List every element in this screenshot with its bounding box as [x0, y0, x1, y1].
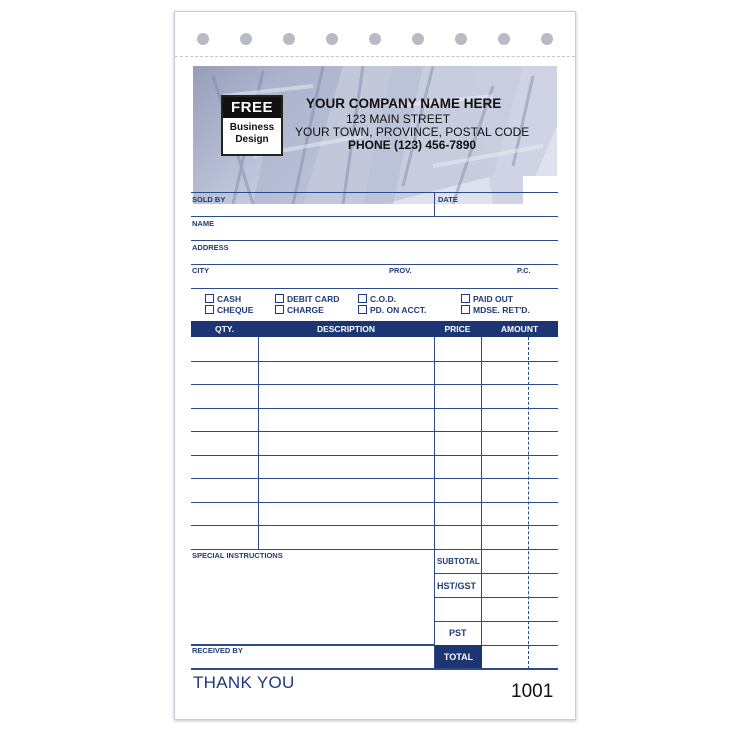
city-line[interactable] [191, 288, 558, 289]
table-row-line[interactable] [191, 361, 558, 362]
qty-header: QTY. [215, 324, 234, 334]
binding-hole [240, 33, 252, 45]
amount-header: AMOUNT [500, 324, 539, 334]
description-column-divider [434, 337, 435, 669]
checkbox-mdse-retd[interactable] [461, 305, 530, 315]
table-row-line[interactable] [191, 525, 558, 526]
checkbox-box[interactable] [358, 294, 367, 303]
table-row-line[interactable] [191, 384, 558, 385]
checkbox-pd-on-acct[interactable] [358, 305, 426, 315]
description-header: DESCRIPTION [316, 324, 376, 334]
pst-label: PST [449, 628, 467, 638]
checkbox-label: CASH [217, 294, 242, 304]
top-rule [191, 192, 558, 193]
address-label: ADDRESS [192, 243, 229, 252]
qty-column-divider [258, 337, 259, 549]
checkbox-box[interactable] [275, 294, 284, 303]
special-instructions-label: SPECIAL INSTRUCTIONS [192, 551, 283, 560]
checkbox-cash[interactable] [205, 294, 241, 304]
binding-hole [326, 33, 338, 45]
binding-hole [541, 33, 553, 45]
company-town: YOUR TOWN, PROVINCE, POSTAL CODE [295, 125, 530, 139]
table-row-line[interactable] [191, 502, 558, 503]
city-label: CITY [192, 266, 210, 275]
subtotal-label: SUBTOTAL [437, 557, 480, 566]
badge-line-1: Business [229, 122, 275, 133]
price-header: PRICE [444, 324, 471, 334]
sold-by-date-divider [434, 192, 435, 216]
checkbox-label: PAID OUT [473, 294, 513, 304]
checkbox-charge[interactable] [275, 305, 324, 315]
free-design-badge [221, 95, 283, 156]
company-street: 123 MAIN STREET [346, 112, 451, 126]
checkbox-box[interactable] [461, 294, 470, 303]
name-line[interactable] [191, 240, 558, 241]
table-row-line[interactable] [191, 408, 558, 409]
checkbox-label: C.O.D. [370, 294, 396, 304]
summary-row-line[interactable] [434, 597, 558, 598]
table-row-line[interactable] [191, 549, 558, 550]
summary-row-line[interactable] [434, 621, 558, 622]
hst-gst-label: HST/GST [437, 581, 477, 591]
amount-cents-divider [528, 337, 529, 669]
checkbox-box[interactable] [358, 305, 367, 314]
prov-label: PROV. [389, 266, 412, 275]
sold-by-line[interactable] [191, 216, 558, 217]
items-table-header [191, 321, 558, 337]
checkbox-box[interactable] [275, 305, 284, 314]
price-column-divider [481, 337, 482, 669]
checkbox-label: CHARGE [287, 305, 324, 315]
binding-hole [498, 33, 510, 45]
checkbox-cod[interactable] [358, 294, 396, 304]
binding-hole [412, 33, 424, 45]
name-label: NAME [192, 219, 215, 228]
company-phone: PHONE (123) 456-7890 [348, 138, 477, 152]
checkbox-label: CHEQUE [217, 305, 254, 315]
address-line[interactable] [191, 264, 558, 265]
checkbox-box[interactable] [461, 305, 470, 314]
checkbox-label: MDSE. RET'D. [473, 305, 530, 315]
company-name: YOUR COMPANY NAME HERE [306, 96, 502, 111]
table-row-line[interactable] [191, 455, 558, 456]
form-number: 1001 [511, 681, 554, 702]
business-design-label [223, 122, 281, 146]
sold-by-label: SOLD BY [192, 195, 226, 204]
free-label: FREE [223, 97, 281, 118]
checkbox-paid-out[interactable] [461, 294, 513, 304]
received-by-top-rule [191, 644, 435, 646]
binding-hole [197, 33, 209, 45]
binding-hole [455, 33, 467, 45]
total-label: TOTAL [435, 645, 482, 669]
bottom-rule [191, 668, 558, 670]
pc-label: P.C. [517, 266, 531, 275]
checkbox-box[interactable] [205, 305, 214, 314]
checkbox-label: PD. ON ACCT. [370, 305, 427, 315]
perforation-line [175, 56, 575, 57]
table-row-line[interactable] [191, 431, 558, 432]
thank-you-text: THANK YOU [193, 673, 295, 692]
binding-hole [369, 33, 381, 45]
summary-row-line[interactable] [434, 573, 558, 574]
checkbox-box[interactable] [205, 294, 214, 303]
checkbox-cheque[interactable] [205, 305, 253, 315]
date-label: DATE [438, 195, 458, 204]
checkbox-label: DEBIT CARD [287, 294, 340, 304]
checkbox-debit-card[interactable] [275, 294, 339, 304]
table-row-line[interactable] [191, 478, 558, 479]
binding-hole [283, 33, 295, 45]
badge-line-2: Design [235, 134, 269, 145]
received-by-label: RECEIVED BY [192, 646, 243, 655]
